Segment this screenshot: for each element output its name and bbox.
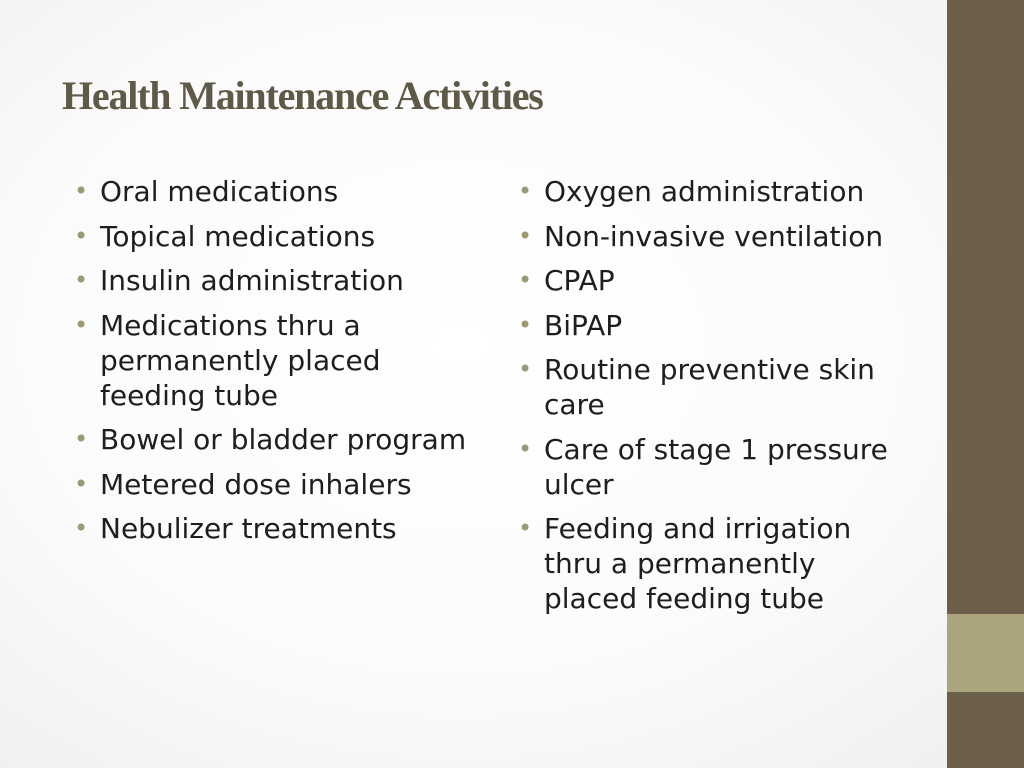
- bullet-icon: •: [74, 266, 89, 294]
- bullet-icon: •: [518, 434, 533, 463]
- list-item: [516, 174, 916, 209]
- list-item-text: Medications thru a permanently placed feeding tube: [100, 308, 381, 412]
- list-item-text: Topical medications: [100, 219, 376, 253]
- list-item: [72, 308, 472, 413]
- list-item-text: BiPAP: [544, 308, 623, 342]
- list-item-text: CPAP: [544, 264, 615, 297]
- left-bullet-list: [72, 174, 472, 556]
- list-item: [516, 511, 916, 616]
- decorative-sidebar-accent: [947, 614, 1024, 692]
- bullet-icon: •: [518, 177, 533, 205]
- bullet-icon: •: [74, 177, 89, 205]
- list-item-text: Feeding and irrigation thru a permanently placed feeding tube: [544, 512, 852, 615]
- bullet-icon: •: [518, 514, 533, 542]
- slide-title: Health Maintenance Activities: [62, 73, 543, 118]
- list-item: [72, 219, 472, 254]
- list-item-text: Nebulizer treatments: [100, 512, 397, 545]
- list-item: [72, 174, 472, 209]
- list-item-text: Oxygen administration: [544, 175, 865, 208]
- bullet-icon: •: [518, 310, 533, 339]
- bullet-icon: •: [74, 221, 89, 250]
- list-item-text: Non-invasive ventilation: [544, 219, 884, 253]
- list-item-text: Insulin administration: [100, 264, 404, 297]
- list-item-text: Metered dose inhalers: [100, 467, 412, 501]
- list-item: [72, 422, 472, 457]
- list-item-text: Routine preventive skin care: [544, 353, 875, 421]
- list-item: [516, 352, 916, 422]
- bullet-icon: •: [74, 514, 89, 542]
- bullet-icon: •: [518, 221, 533, 250]
- list-item: [516, 263, 916, 298]
- list-item: [516, 308, 916, 343]
- list-item: [516, 219, 916, 254]
- list-item: [72, 467, 472, 502]
- bullet-icon: •: [74, 425, 89, 453]
- list-item-text: Bowel or bladder program: [100, 423, 467, 456]
- list-item-text: Oral medications: [100, 175, 339, 208]
- list-item: [72, 263, 472, 298]
- bullet-icon: •: [518, 355, 533, 383]
- list-item-text: Care of stage 1 pressure ulcer: [544, 432, 888, 501]
- right-bullet-list: [516, 174, 916, 626]
- list-item: [516, 432, 916, 502]
- list-item: [72, 511, 472, 546]
- bullet-icon: •: [518, 266, 533, 294]
- bullet-icon: •: [74, 469, 89, 498]
- bullet-icon: •: [74, 310, 89, 339]
